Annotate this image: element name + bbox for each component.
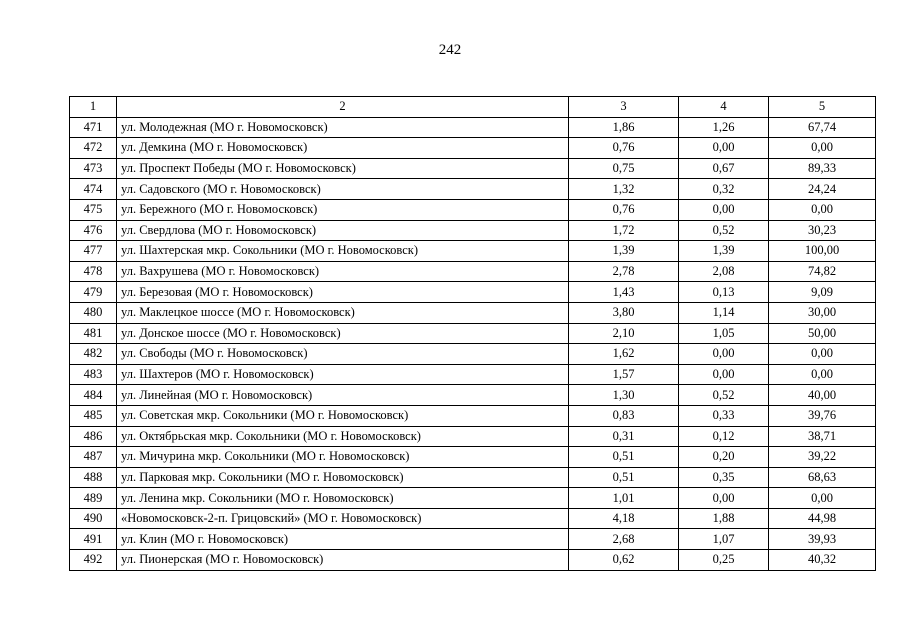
street-name-cell: ул. Садовского (МО г. Новомосковск) <box>117 179 569 200</box>
value-cell-col5: 100,00 <box>769 241 876 262</box>
value-cell-col3: 1,01 <box>569 488 679 509</box>
street-name-cell: ул. Демкина (МО г. Новомосковск) <box>117 138 569 159</box>
table-body <box>70 117 876 570</box>
value-cell-col5: 39,22 <box>769 447 876 468</box>
value-cell-col4: 1,88 <box>679 508 769 529</box>
value-cell-col4: 0,00 <box>679 364 769 385</box>
column-header: 3 <box>569 97 679 118</box>
row-number-cell: 480 <box>70 302 117 323</box>
table-row <box>70 344 876 365</box>
value-cell-col3: 0,62 <box>569 550 679 571</box>
row-number-cell: 483 <box>70 364 117 385</box>
value-cell-col3: 0,76 <box>569 199 679 220</box>
street-name-cell: ул. Мичурина мкр. Сокольники (МО г. Новомосковск) <box>117 447 569 468</box>
value-cell-col3: 0,75 <box>569 158 679 179</box>
row-number-cell: 481 <box>70 323 117 344</box>
value-cell-col3: 1,57 <box>569 364 679 385</box>
table-row <box>70 364 876 385</box>
value-cell-col4: 0,33 <box>679 405 769 426</box>
value-cell-col4: 0,00 <box>679 488 769 509</box>
table-row <box>70 550 876 571</box>
row-number-cell: 485 <box>70 405 117 426</box>
street-name-cell: ул. Березовая (МО г. Новомосковск) <box>117 282 569 303</box>
row-number-cell: 472 <box>70 138 117 159</box>
row-number-cell: 492 <box>70 550 117 571</box>
table-row <box>70 158 876 179</box>
value-cell-col5: 74,82 <box>769 261 876 282</box>
value-cell-col4: 0,00 <box>679 138 769 159</box>
value-cell-col3: 4,18 <box>569 508 679 529</box>
street-name-cell: ул. Шахтеров (МО г. Новомосковск) <box>117 364 569 385</box>
table-row <box>70 323 876 344</box>
street-name-cell: ул. Донское шоссе (МО г. Новомосковск) <box>117 323 569 344</box>
street-name-cell: ул. Бережного (МО г. Новомосковск) <box>117 199 569 220</box>
value-cell-col3: 1,86 <box>569 117 679 138</box>
value-cell-col4: 0,00 <box>679 344 769 365</box>
value-cell-col3: 2,68 <box>569 529 679 550</box>
value-cell-col5: 0,00 <box>769 488 876 509</box>
value-cell-col4: 0,13 <box>679 282 769 303</box>
value-cell-col3: 1,30 <box>569 385 679 406</box>
value-cell-col5: 44,98 <box>769 508 876 529</box>
value-cell-col4: 0,20 <box>679 447 769 468</box>
value-cell-col4: 0,67 <box>679 158 769 179</box>
value-cell-col5: 39,93 <box>769 529 876 550</box>
street-name-cell: ул. Свердлова (МО г. Новомосковск) <box>117 220 569 241</box>
value-cell-col3: 2,78 <box>569 261 679 282</box>
table-row <box>70 405 876 426</box>
row-number-cell: 478 <box>70 261 117 282</box>
street-name-cell: «Новомосковск-2-п. Грицовский» (МО г. Новомосковск) <box>117 508 569 529</box>
table-row <box>70 117 876 138</box>
table-row <box>70 467 876 488</box>
value-cell-col3: 0,51 <box>569 467 679 488</box>
value-cell-col3: 1,32 <box>569 179 679 200</box>
table-row <box>70 302 876 323</box>
value-cell-col3: 0,31 <box>569 426 679 447</box>
value-cell-col5: 0,00 <box>769 199 876 220</box>
column-header: 5 <box>769 97 876 118</box>
table-row <box>70 261 876 282</box>
row-number-cell: 486 <box>70 426 117 447</box>
page-number: 242 <box>438 42 462 58</box>
table-row <box>70 220 876 241</box>
value-cell-col5: 30,00 <box>769 302 876 323</box>
value-cell-col4: 0,32 <box>679 179 769 200</box>
table-header-row <box>70 97 876 118</box>
value-cell-col4: 0,35 <box>679 467 769 488</box>
value-cell-col3: 3,80 <box>569 302 679 323</box>
value-cell-col4: 2,08 <box>679 261 769 282</box>
value-cell-col5: 38,71 <box>769 426 876 447</box>
value-cell-col4: 1,07 <box>679 529 769 550</box>
table-row <box>70 179 876 200</box>
street-name-cell: ул. Парковая мкр. Сокольники (МО г. Новомосковск) <box>117 467 569 488</box>
street-name-cell: ул. Свободы (МО г. Новомосковск) <box>117 344 569 365</box>
street-name-cell: ул. Шахтерская мкр. Сокольники (МО г. Новомосковск) <box>117 241 569 262</box>
value-cell-col3: 1,39 <box>569 241 679 262</box>
value-cell-col3: 1,43 <box>569 282 679 303</box>
street-name-cell: ул. Советская мкр. Сокольники (МО г. Новомосковск) <box>117 405 569 426</box>
street-name-cell: ул. Ленина мкр. Сокольники (МО г. Новомосковск) <box>117 488 569 509</box>
value-cell-col4: 1,39 <box>679 241 769 262</box>
value-cell-col5: 40,32 <box>769 550 876 571</box>
data-table <box>69 96 876 571</box>
street-name-cell: ул. Октябрьская мкр. Сокольники (МО г. Новомосковск) <box>117 426 569 447</box>
row-number-cell: 471 <box>70 117 117 138</box>
value-cell-col4: 1,26 <box>679 117 769 138</box>
column-header: 2 <box>117 97 569 118</box>
column-header: 4 <box>679 97 769 118</box>
row-number-cell: 473 <box>70 158 117 179</box>
row-number-cell: 477 <box>70 241 117 262</box>
row-number-cell: 488 <box>70 467 117 488</box>
value-cell-col5: 39,76 <box>769 405 876 426</box>
value-cell-col4: 0,25 <box>679 550 769 571</box>
value-cell-col3: 0,51 <box>569 447 679 468</box>
value-cell-col5: 9,09 <box>769 282 876 303</box>
street-name-cell: ул. Проспект Победы (МО г. Новомосковск) <box>117 158 569 179</box>
value-cell-col4: 0,52 <box>679 220 769 241</box>
table-row <box>70 385 876 406</box>
row-number-cell: 490 <box>70 508 117 529</box>
value-cell-col4: 1,05 <box>679 323 769 344</box>
value-cell-col5: 89,33 <box>769 158 876 179</box>
value-cell-col3: 1,72 <box>569 220 679 241</box>
row-number-cell: 479 <box>70 282 117 303</box>
table-row <box>70 282 876 303</box>
value-cell-col5: 0,00 <box>769 364 876 385</box>
value-cell-col5: 30,23 <box>769 220 876 241</box>
row-number-cell: 487 <box>70 447 117 468</box>
street-name-cell: ул. Клин (МО г. Новомосковск) <box>117 529 569 550</box>
value-cell-col5: 67,74 <box>769 117 876 138</box>
table-row <box>70 488 876 509</box>
table-row <box>70 508 876 529</box>
value-cell-col3: 1,62 <box>569 344 679 365</box>
table-row <box>70 199 876 220</box>
value-cell-col5: 24,24 <box>769 179 876 200</box>
row-number-cell: 474 <box>70 179 117 200</box>
value-cell-col3: 0,83 <box>569 405 679 426</box>
row-number-cell: 482 <box>70 344 117 365</box>
street-name-cell: ул. Молодежная (МО г. Новомосковск) <box>117 117 569 138</box>
table-row <box>70 447 876 468</box>
value-cell-col5: 68,63 <box>769 467 876 488</box>
row-number-cell: 484 <box>70 385 117 406</box>
value-cell-col3: 0,76 <box>569 138 679 159</box>
table-row <box>70 241 876 262</box>
value-cell-col5: 0,00 <box>769 138 876 159</box>
street-name-cell: ул. Линейная (МО г. Новомосковск) <box>117 385 569 406</box>
row-number-cell: 489 <box>70 488 117 509</box>
value-cell-col3: 2,10 <box>569 323 679 344</box>
street-name-cell: ул. Вахрушева (МО г. Новомосковск) <box>117 261 569 282</box>
value-cell-col4: 0,12 <box>679 426 769 447</box>
street-name-cell: ул. Пионерская (МО г. Новомосковск) <box>117 550 569 571</box>
table-row <box>70 529 876 550</box>
row-number-cell: 476 <box>70 220 117 241</box>
value-cell-col5: 40,00 <box>769 385 876 406</box>
value-cell-col5: 50,00 <box>769 323 876 344</box>
value-cell-col4: 1,14 <box>679 302 769 323</box>
value-cell-col4: 0,00 <box>679 199 769 220</box>
row-number-cell: 491 <box>70 529 117 550</box>
table-row <box>70 426 876 447</box>
table-row <box>70 138 876 159</box>
value-cell-col5: 0,00 <box>769 344 876 365</box>
column-header: 1 <box>70 97 117 118</box>
row-number-cell: 475 <box>70 199 117 220</box>
street-name-cell: ул. Маклецкое шоссе (МО г. Новомосковск) <box>117 302 569 323</box>
value-cell-col4: 0,52 <box>679 385 769 406</box>
